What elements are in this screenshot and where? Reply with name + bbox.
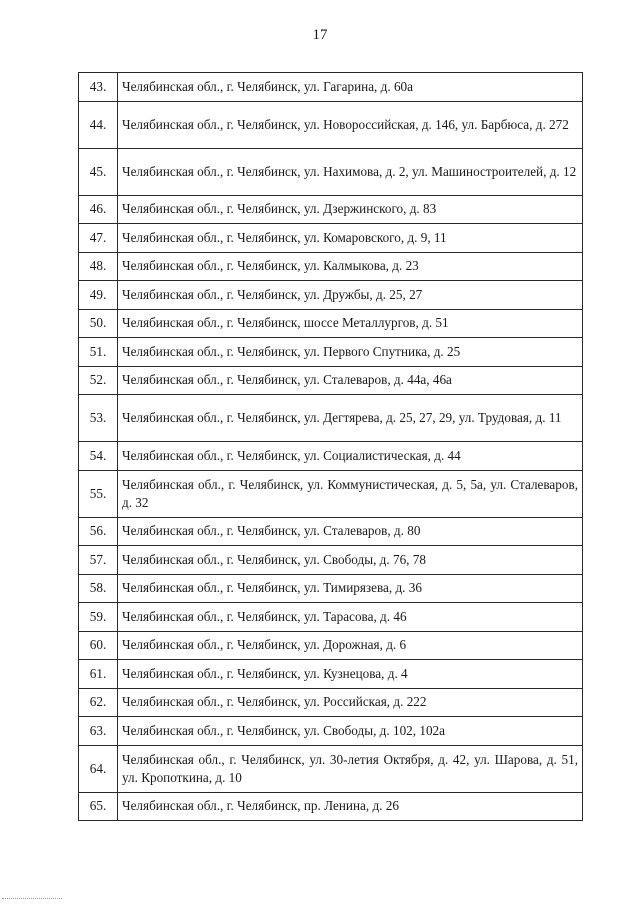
row-number: 62.	[79, 688, 118, 717]
row-address: Челябинская обл., г. Челябинск, ул. Гагарина, д. 60а	[118, 73, 583, 102]
row-number: 58.	[79, 574, 118, 603]
row-number: 57.	[79, 546, 118, 575]
row-address: Челябинская обл., г. Челябинск, ул. Комаровского, д. 9, 11	[118, 224, 583, 253]
table-row	[79, 252, 583, 281]
row-number: 46.	[79, 195, 118, 224]
table-row	[79, 603, 583, 632]
table-row	[79, 717, 583, 746]
row-number: 44.	[79, 101, 118, 148]
table-row	[79, 470, 583, 517]
row-number: 53.	[79, 395, 118, 442]
table-row	[79, 517, 583, 546]
row-address: Челябинская обл., г. Челябинск, ул. Нахимова, д. 2, ул. Машиностроителей, д. 12	[118, 148, 583, 195]
table-row	[79, 148, 583, 195]
table-row	[79, 309, 583, 338]
row-number: 54.	[79, 442, 118, 471]
table-row	[79, 546, 583, 575]
row-address: Челябинская обл., г. Челябинск, ул. Свободы, д. 76, 78	[118, 546, 583, 575]
table-row	[79, 366, 583, 395]
row-address: Челябинская обл., г. Челябинск, ул. Тарасова, д. 46	[118, 603, 583, 632]
row-address: Челябинская обл., г. Челябинск, ул. Дегтярева, д. 25, 27, 29, ул. Трудовая, д. 11	[118, 395, 583, 442]
row-address: Челябинская обл., г. Челябинск, ул. Свободы, д. 102, 102а	[118, 717, 583, 746]
row-address: Челябинская обл., г. Челябинск, ул. Новороссийская, д. 146, ул. Барбюса, д. 272	[118, 101, 583, 148]
address-table-body	[79, 73, 583, 821]
row-number: 48.	[79, 252, 118, 281]
row-address: Челябинская обл., г. Челябинск, ул. Первого Спутника, д. 25	[118, 338, 583, 367]
row-number: 60.	[79, 631, 118, 660]
row-address: Челябинская обл., г. Челябинск, ул. Социалистическая, д. 44	[118, 442, 583, 471]
table-row	[79, 792, 583, 821]
row-address: Челябинская обл., г. Челябинск, ул. Дружбы, д. 25, 27	[118, 281, 583, 310]
row-address: Челябинская обл., г. Челябинск, ул. Российская, д. 222	[118, 688, 583, 717]
row-address: Челябинская обл., г. Челябинск, ул. Сталеваров, д. 80	[118, 517, 583, 546]
table-row	[79, 660, 583, 689]
table-row	[79, 574, 583, 603]
row-address: Челябинская обл., г. Челябинск, ул. Тимирязева, д. 36	[118, 574, 583, 603]
row-number: 47.	[79, 224, 118, 253]
table-row	[79, 442, 583, 471]
table-row	[79, 688, 583, 717]
row-address: Челябинская обл., г. Челябинск, ул. Коммунистическая, д. 5, 5а, ул. Сталеваров, д. 32	[118, 470, 583, 517]
row-number: 61.	[79, 660, 118, 689]
table-row	[79, 631, 583, 660]
row-number: 52.	[79, 366, 118, 395]
table-row	[79, 745, 583, 792]
row-address: Челябинская обл., г. Челябинск, ул. Дзержинского, д. 83	[118, 195, 583, 224]
row-number: 49.	[79, 281, 118, 310]
row-address: Челябинская обл., г. Челябинск, ул. Сталеваров, д. 44а, 46а	[118, 366, 583, 395]
row-number: 43.	[79, 73, 118, 102]
row-number: 55.	[79, 470, 118, 517]
table-row	[79, 395, 583, 442]
row-number: 65.	[79, 792, 118, 821]
row-address: Челябинская обл., г. Челябинск, пр. Ленина, д. 26	[118, 792, 583, 821]
row-number: 56.	[79, 517, 118, 546]
row-number: 64.	[79, 745, 118, 792]
row-number: 45.	[79, 148, 118, 195]
row-number: 51.	[79, 338, 118, 367]
row-address: Челябинская обл., г. Челябинск, шоссе Металлургов, д. 51	[118, 309, 583, 338]
row-number: 50.	[79, 309, 118, 338]
address-table-container	[78, 72, 582, 821]
table-row	[79, 101, 583, 148]
row-number: 59.	[79, 603, 118, 632]
table-row	[79, 224, 583, 253]
row-address: Челябинская обл., г. Челябинск, ул. Кузнецова, д. 4	[118, 660, 583, 689]
row-number: 63.	[79, 717, 118, 746]
row-address: Челябинская обл., г. Челябинск, ул. 30-летия Октября, д. 42, ул. Шарова, д. 51, ул. Кропоткина, д. 10	[118, 745, 583, 792]
table-row	[79, 195, 583, 224]
table-row	[79, 281, 583, 310]
footer-scan-mark	[2, 898, 62, 899]
row-address: Челябинская обл., г. Челябинск, ул. Дорожная, д. 6	[118, 631, 583, 660]
address-table	[78, 72, 583, 821]
table-row	[79, 338, 583, 367]
row-address: Челябинская обл., г. Челябинск, ул. Калмыкова, д. 23	[118, 252, 583, 281]
page-number: 17	[312, 27, 328, 43]
table-row	[79, 73, 583, 102]
